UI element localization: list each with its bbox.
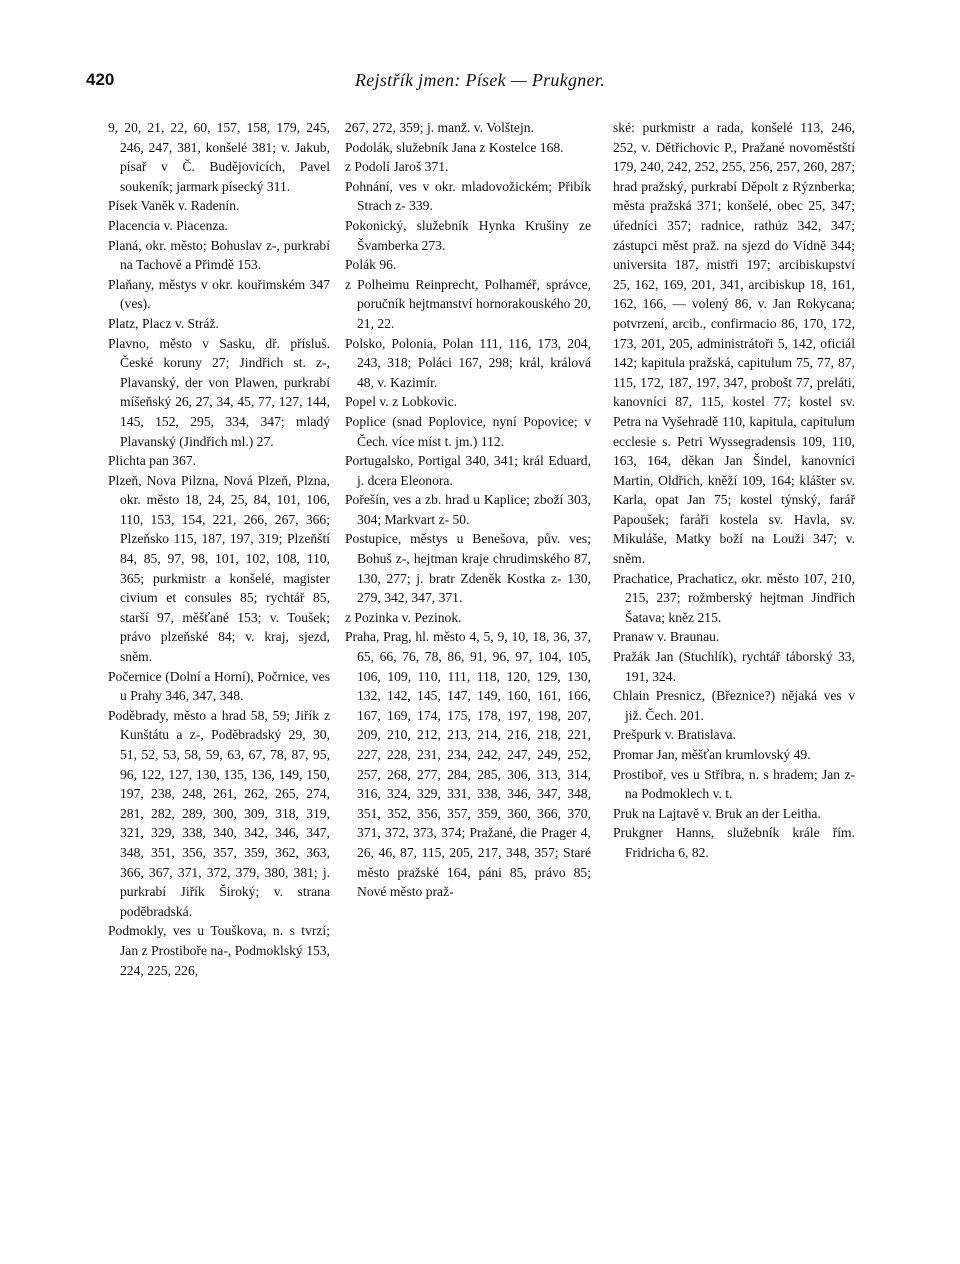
index-entry: z Polheimu Reinprecht, Polhaméř, správce, poručník hejtmanství hornorakouského 20, 21, 22. <box>345 276 591 331</box>
index-entry: Praha, Prag, hl. město 4, 5, 9, 10, 18, 36, 37, 65, 66, 76, 78, 86, 91, 96, 97, 104, 105, 106, 109, 110, 111, 118, 120, 129, 130, 132, 142, 145, 147, 149, 160, 161, 166, 167, 169, 174, 175, 178, 197, 198, 207, 209, 210, 212, 213, 214, 216, 218, 221, 227, 228, 231, 234, 242, 247, 249, 252, 257, 268, 277, 284, 285, 306, 313, 314, 316, 324, 329, 331, 338, 346, 347, 348, 351, 352, 356, 357, 359, 360, 366, 370, 371, 372, 373, 374; Pražané, die Prager 4, 26, 46, 87, 115, 205, 217, 348, 357; Staré město pražské 164, páni 85, právo 85; Nové město praž- <box>345 629 591 900</box>
index-entry: Počernice (Dolní a Horní), Počrnice, ves u Prahy 346, 347, 348. <box>108 668 330 704</box>
index-entry: Chlain Presnicz, (Březnice?) nějaká ves v již. Čech. 201. <box>613 688 855 723</box>
index-entry: Poděbrady, město a hrad 58, 59; Jiřík z Kunštátu a z-, Poděbradský 29, 30, 51, 52, 53, 58, 59, 63, 67, 78, 87, 95, 96, 122, 127, 130, 135, 136, 149, 150, 197, 238, 248, 261, 262, 265, 274, 281, 282, 289, 300, 309, 318, 319, 321, 329, 338, 340, 342, 346, 347, 348, 351, 356, 357, 359, 362, 363, 366, 367, 371, 372, 379, 380, 381; j. purkrabí Jiřík Široký; v. strana poděbradská. <box>108 707 330 919</box>
index-entry: Promar Jan, měšťan krumlovský 49. <box>613 747 811 762</box>
page-number: 420 <box>86 70 115 89</box>
index-entry: Placencia v. Piacenza. <box>108 217 228 233</box>
index-entry: ské: purkmistr a rada, konšelé 113, 246, 252, v. Dětřichovic P., Pražané novoměstští 179, 240, 242, 252, 255, 256, 257, 260, 287; hrad pražský, purkrabí Děpolt z Rýznberka; města pražská 371; konšelé, obec 25, 347; úředníci 357; radnice, rathúz 342, 347; zástupci měst praž. na sjezd do Vídně 344; universita 187, mistři 197; arcibiskupství 25, 162, 169, 201, 341, arcibiskup 18, 161, 162, 166, — volený 86, v. Jan Rokycana; potvrzení, arcib., confirmacio 86, 170, 172, 173, 201, 205, administrátoři 5, 142, oficiál 142; kapitula pražská, capitulum 75, 77, 87, 115, 172, 187, 197, 347, probošt 77, preláti, kanovníci 87, 115, kostel 77; kostel sv. Petra na Vyšehradě 110, kapitula, capitulum ecclesie s. Petri Wyssegradensis 109, 110, 163, 164, děkan Jan Šindel, kanovníci Martin, Oldřich, kněží 109, 164; klášter sv. Karla, opat Jan 75; kostel týnský, farář Papoušek; faráři kostela sv. Havla, sv. Mikuláše, Matky boží na Louži 347; v. sněm. <box>613 120 855 567</box>
index-entry: Platz, Placz v. Stráž. <box>108 315 219 331</box>
page-header <box>0 70 960 100</box>
index-entry: Podmokly, ves u Touškova, n. s tvrzí; Jan z Prostiboře na-, Podmoklský 153, 224, 225, 226, <box>108 923 330 978</box>
index-entry: Plzeň, Nova Pilzna, Nová Plzeň, Plzna, okr. město 18, 24, 25, 84, 101, 106, 110, 153, 154, 221, 266, 267, 366; Plzeňsko 115, 187, 197, 319; Plzeňští 84, 85, 97, 98, 101, 102, 108, 110, 365; purkmistr a konšelé, magister civium et consules 85; rychtář 85, starší 97, měšťané 153; v. Toušek; právo plzeňské 84; v. kraj, sjezd, sněm. <box>108 472 330 665</box>
index-entry: z Podolí Jaroš 371. <box>345 159 449 175</box>
index-entry: Pražák Jan (Stuchlík), rychtář táborský 33, 191, 324. <box>613 649 855 684</box>
running-title: Rejstřík jmen: Písek — Prukgner. <box>354 70 606 90</box>
index-entry: Postupice, městys u Benešova, pův. ves; Bohuš z-, hejtman kraje chrudimského 87, 130, 277; j. bratr Zdeněk Kostka z- 130, 279, 342, 347, 371. <box>345 531 591 606</box>
index-entry: Poplice (snad Poplovice, nyní Popovice; v Čech. více míst t. jm.) 112. <box>345 413 591 449</box>
index-entry: z Pozinka v. Pezinok. <box>345 609 462 625</box>
index-entry: Pruk na Lajtavě v. Bruk an der Leitha. <box>613 805 821 821</box>
index-entry: Plavno, město v Sasku, dř. přísluš. České koruny 27; Jindřich st. z-, Plavanský, der von Plawen, purkrabí míšeňský 26, 27, 34, 45, 77, 127, 144, 145, 152, 295, 334, 347; mladý Plavanský (Jindřich ml.) 27. <box>108 335 330 449</box>
index-entry: Popel v. z Lobkovic. <box>345 394 458 410</box>
index-entry: Pořešín, ves a zb. hrad u Kaplice; zboží 303, 304; Markvart z- 50. <box>345 492 591 527</box>
index-entry: 267, 272, 359; j. manž. v. Volštejn. <box>345 120 534 135</box>
index-entry: Písek Vaněk v. Radenín. <box>108 198 240 214</box>
index-entry: Prešpurk v. Bratislava. <box>613 727 736 743</box>
index-column-1 <box>108 118 330 980</box>
index-entry: Pohnání, ves v okr. mladovožickém; Přibík Strach z- 339. <box>345 178 591 214</box>
index-entry: Prachatice, Prachaticz, okr. město 107, 210, 215, 237; rožmberský hejtman Jindřich Šatava; kněz 215. <box>613 570 855 625</box>
index-entry: Prostiboř, ves u Stříbra, n. s hradem; Jan z- na Podmoklech v. t. <box>613 766 855 802</box>
index-entry: Prukgner Hanns, služebník krále řím. Fridricha 6, 82. <box>613 825 855 860</box>
index-entry: Portugalsko, Portigal 340, 341; král Eduard, j. dcera Eleonora. <box>345 453 591 488</box>
index-entry: Podolák, služebník Jana z Kostelce 168. <box>345 139 564 155</box>
index-entry: Plaňany, městys v okr. kouřimském 347 (ves). <box>108 276 330 312</box>
index-entry: 9, 20, 21, 22, 60, 157, 158, 179, 245, 246, 247, 381, konšelé 381; v. Jakub, písař v Č. Budějovicích, Pavel soukeník; jarmark písecký 311. <box>108 120 330 194</box>
index-entry: Pranaw v. Braunau. <box>613 629 720 645</box>
index-entry: Polák 96. <box>345 257 397 273</box>
index-entry: Planá, okr. město; Bohuslav z-, purkrabí na Tachově a Přimdě 153. <box>108 237 330 273</box>
index-entry: Pokonický, služebník Hynka Krušiny ze Švamberka 273. <box>345 217 591 253</box>
index-column-2 <box>345 118 591 902</box>
index-column-3 <box>613 118 855 863</box>
index-entry: Polsko, Polonia, Polan 111, 116, 173, 204, 243, 318; Poláci 167, 298; král, králová 48, v. Kazimír. <box>345 335 591 390</box>
index-entry: Plichta pan 367. <box>108 453 196 469</box>
